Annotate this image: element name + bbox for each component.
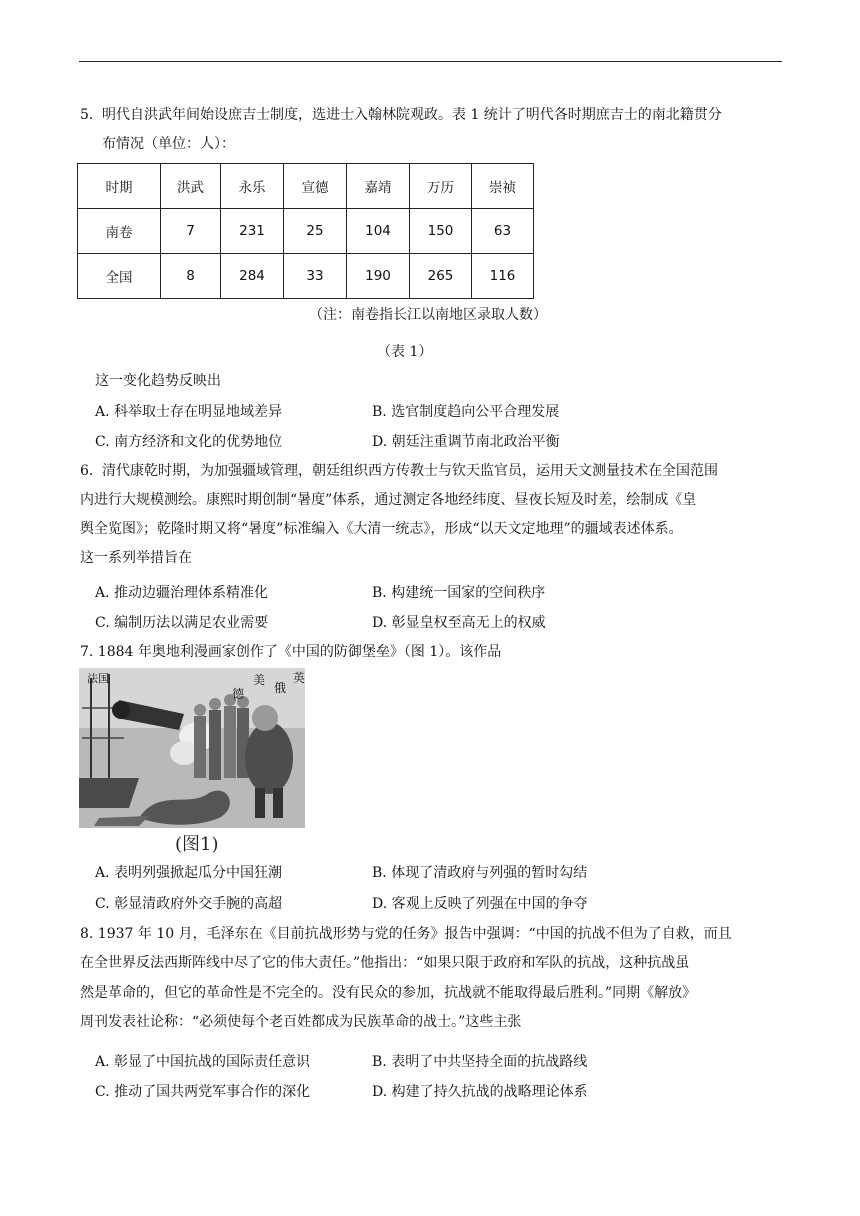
table-cell: 116 bbox=[472, 254, 534, 299]
question-number: 5． bbox=[80, 107, 103, 123]
question-text-line: 这一系列举措旨在 bbox=[80, 550, 192, 566]
option-b[interactable]: B. 选官制度趋向公平合理发展 bbox=[372, 404, 560, 420]
table-cell: 25 bbox=[284, 209, 347, 254]
option-d[interactable]: D. 构建了持久抗战的战略理论体系 bbox=[372, 1084, 588, 1100]
option-d[interactable]: D. 客观上反映了列强在中国的争夺 bbox=[372, 896, 588, 912]
option-b[interactable]: B. 体现了清政府与列强的暂时勾结 bbox=[372, 865, 588, 881]
label-russia: 俄 bbox=[274, 681, 287, 695]
table-cell: 33 bbox=[284, 254, 347, 299]
option-a[interactable]: A. 彰显了中国抗战的国际责任意识 bbox=[95, 1054, 311, 1070]
table-cell: 265 bbox=[410, 254, 472, 299]
table-header-row bbox=[78, 164, 534, 209]
table-header-cell: 时期 bbox=[78, 164, 161, 209]
question-text-line: 内进行大规模测绘。康熙时期创制“暑度”体系，通过测定各地经纬度、昼夜长短及时差，绘制成《皇 bbox=[80, 492, 697, 508]
table-cell: 231 bbox=[221, 209, 284, 254]
option-c[interactable]: C. 推动了国共两党军事合作的深化 bbox=[95, 1084, 311, 1100]
cartoon-image bbox=[79, 668, 305, 854]
option-a[interactable]: A. 科举取士存在明显地域差异 bbox=[95, 404, 283, 420]
question-stem: 这一变化趋势反映出 bbox=[95, 373, 221, 389]
table-caption: （表 1） bbox=[377, 344, 433, 360]
table-header-cell: 崇祯 bbox=[472, 164, 534, 209]
label-uk: 英 bbox=[293, 671, 305, 685]
question-text-line: 在全世界反法西斯阵线中尽了它的伟大责任。”他指出：“如果只限于政府和军队的抗战，这种抗战虽 bbox=[80, 955, 690, 971]
table-cell: 南卷 bbox=[78, 209, 161, 254]
option-b[interactable]: B. 表明了中共坚持全面的抗战路线 bbox=[372, 1054, 588, 1070]
table-header-cell: 宣德 bbox=[284, 164, 347, 209]
table-cell: 8 bbox=[161, 254, 221, 299]
question-text-line: 明代自洪武年间始设庶吉士制度，选进士入翰林院观政。表 1 统计了明代各时期庶吉士的南北籍贯分 bbox=[102, 107, 722, 123]
question-text-line: 布情况（单位：人）： bbox=[102, 136, 235, 152]
question-text-line: 舆全览图》；乾隆时期又将“暑度”标准编入《大清一统志》，形成“以天文定地理”的疆域表述体系。 bbox=[80, 521, 683, 537]
table-header-cell: 万历 bbox=[410, 164, 472, 209]
table-row bbox=[78, 254, 534, 299]
table-cell: 104 bbox=[347, 209, 410, 254]
option-d[interactable]: D. 彰显皇权至高无上的权威 bbox=[372, 615, 546, 631]
option-c[interactable]: C. 编制历法以满足农业需要 bbox=[95, 615, 269, 631]
option-a[interactable]: A. 表明列强掀起瓜分中国狂潮 bbox=[95, 865, 283, 881]
option-d[interactable]: D. 朝廷注重调节南北政治平衡 bbox=[372, 434, 560, 450]
option-a[interactable]: A. 推动边疆治理体系精准化 bbox=[95, 585, 269, 601]
table-cell: 63 bbox=[472, 209, 534, 254]
header-rule bbox=[79, 61, 782, 62]
table-header-cell: 嘉靖 bbox=[347, 164, 410, 209]
table-cell: 全国 bbox=[78, 254, 161, 299]
option-c[interactable]: C. 南方经济和文化的优势地位 bbox=[95, 434, 283, 450]
table-note: （注：南卷指长江以南地区录取人数） bbox=[309, 307, 547, 323]
question-text-line: 8. 1937 年 10 月，毛泽东在《目前抗战形势与党的任务》报告中强调：“中国的抗战不但为了自救，而且 bbox=[80, 926, 732, 942]
question-text-line: 周刊发表社论称：“必须使每个老百姓都成为民族革命的战士。”这些主张 bbox=[80, 1014, 522, 1030]
table-header-cell: 洪武 bbox=[161, 164, 221, 209]
cartoon-illustration bbox=[79, 668, 305, 854]
question-text-line: 清代康乾时期，为加强疆域管理，朝廷组织西方传教士与钦天监官员，运用天文测量技术在全国范围 bbox=[102, 463, 718, 479]
table-cell: 190 bbox=[347, 254, 410, 299]
question-text-line: 然是革命的，但它的革命性是不完全的。没有民众的参加，抗战就不能取得最后胜利。”同期《解放》 bbox=[80, 985, 697, 1001]
table-cell: 284 bbox=[221, 254, 284, 299]
option-b[interactable]: B. 构建统一国家的空间秩序 bbox=[372, 585, 546, 601]
label-germany: 德 bbox=[232, 687, 245, 701]
table-cell: 150 bbox=[410, 209, 472, 254]
image-caption: (图1) bbox=[175, 834, 219, 854]
question-number: 6． bbox=[80, 463, 103, 479]
label-usa: 美 bbox=[253, 673, 266, 687]
data-table bbox=[77, 163, 534, 299]
table-cell: 7 bbox=[161, 209, 221, 254]
label-france: 法国 bbox=[87, 672, 109, 685]
question-stem: 7. 1884 年奥地利漫画家创作了《中国的防御堡垒》（图 1）。该作品 bbox=[80, 644, 502, 660]
table-header-cell: 永乐 bbox=[221, 164, 284, 209]
table-row bbox=[78, 209, 534, 254]
option-c[interactable]: C. 彰显清政府外交手腕的高超 bbox=[95, 896, 283, 912]
